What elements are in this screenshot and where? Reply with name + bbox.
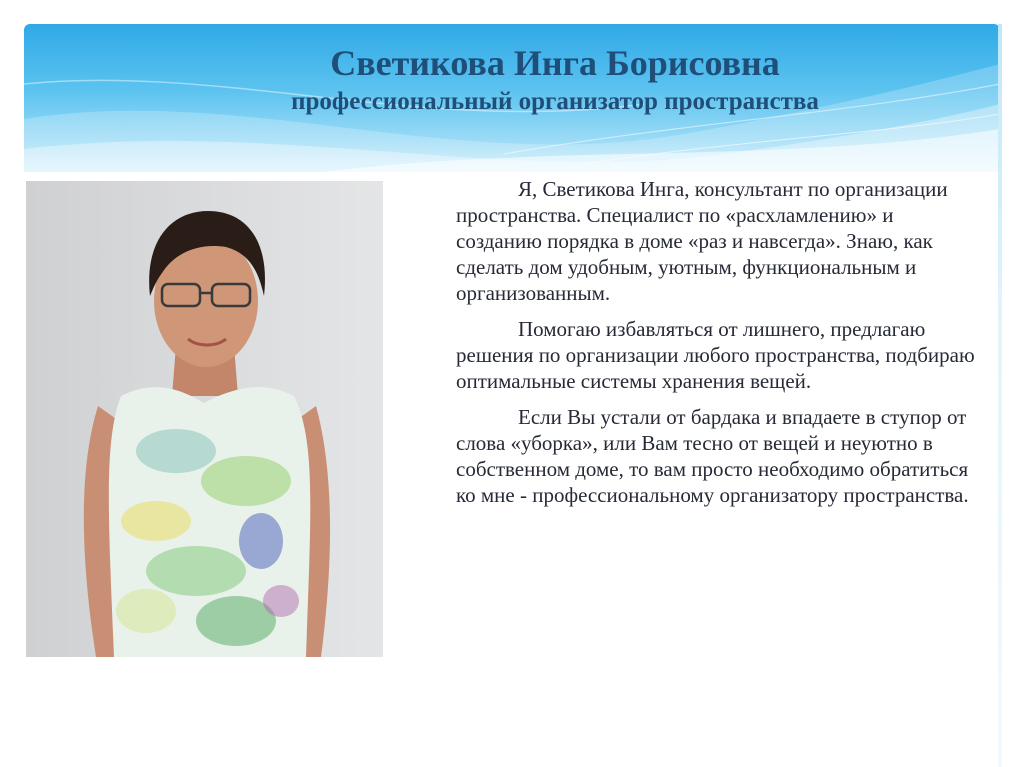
right-edge-strip	[998, 24, 1002, 767]
portrait-photo	[26, 181, 383, 657]
bio-paragraph-3: Если Вы устали от бардака и впадаете в ступор от слова «уборка», или Вам тесно от вещей и неуютно в собственном доме, то вам просто необходимо обратиться ко мне - профессиональному организатору пространства.	[456, 405, 969, 507]
bio-paragraph-1: Я, Светикова Инга, консультант по организации пространства. Специалист по «расхламлению» и созданию порядка в доме «раз и навсегда». Знаю, как сделать дом удобным, уютным, функциональным и организованным.	[456, 177, 948, 305]
portrait-illustration	[26, 181, 383, 657]
bio-text	[456, 176, 976, 518]
page-title: Светикова Инга Борисовна	[330, 43, 780, 83]
page-subtitle: профессиональный организатор пространства	[291, 88, 819, 115]
bio-paragraph-2: Помогаю избавляться от лишнего, предлагаю решения по организации любого пространства, подбираю оптимальные системы хранения вещей.	[456, 317, 975, 393]
